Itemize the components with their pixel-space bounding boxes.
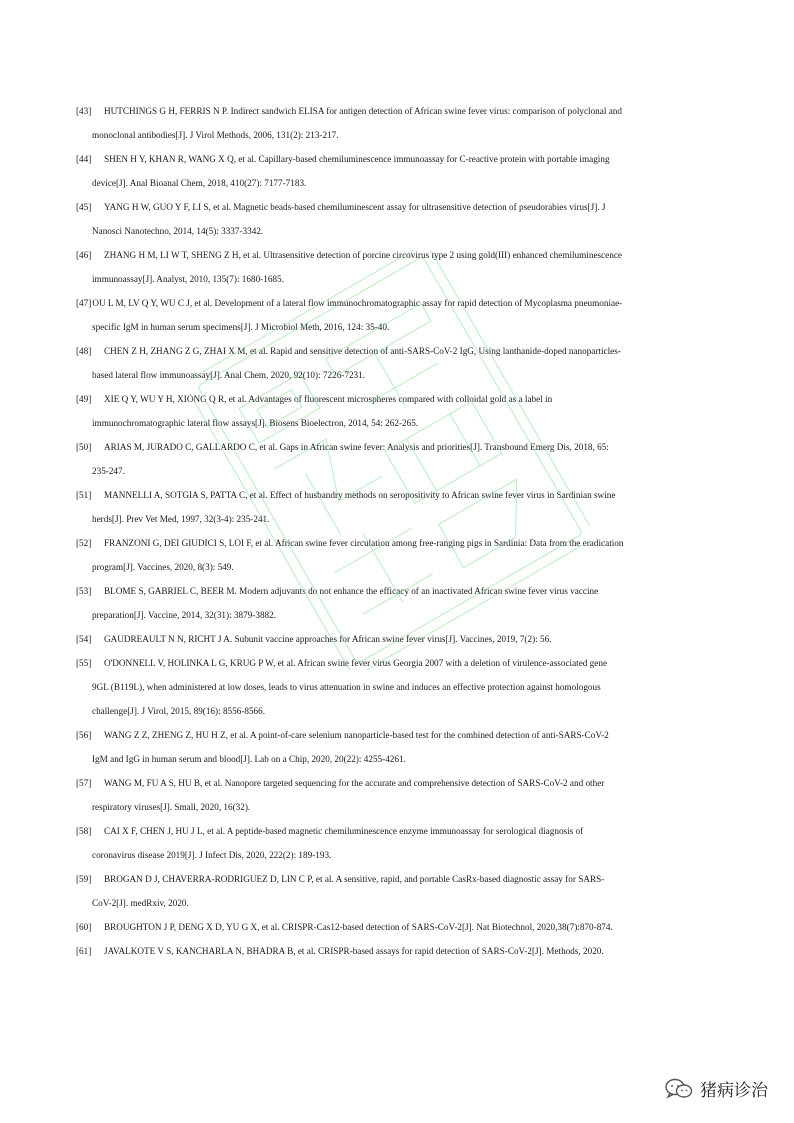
reference-item [76,867,700,915]
reference-number: [54] [76,634,92,644]
reference-text: WANG Z Z, ZHENG Z, HU H Z, et al. A point-of-care selenium nanoparticle-based test for the combined detection of anti-SARS-CoV-2 [104,730,609,740]
reference-item [76,819,700,867]
reference-text: BLOME S, GABRIEL C, BEER M. Modern adjuvants do not enhance the efficacy of an inactivated African swine fever virus vaccine [104,586,599,596]
reference-text: GAUDREAULT N N, RICHT J A. Subunit vaccine approaches for African swine fever virus[J]. Vaccines, 2019, 7(2): 56. [104,634,552,644]
reference-item [76,291,700,339]
reference-number: [56] [76,730,92,740]
reference-item [76,387,700,435]
reference-continuation-line: 235-247. [92,466,125,476]
reference-first-line [76,579,700,603]
reference-continuation-line: monoclonal antibodies[J]. J Virol Methods, 2006, 131(2): 213-217. [92,130,339,140]
reference-continuation-line: device[J]. Anal Bioanal Chem, 2018, 410(27): 7177-7183. [92,178,307,188]
footer-brand-label: 猪病诊治 [700,1081,768,1101]
reference-text: FRANZONI G, DEI GIUDICI S, LOI F, et al. African swine fever circulation among free-ranging pigs in Sardinia: Data from the eradication [104,538,624,548]
reference-continuation-line: immunoassay[J]. Analyst, 2010, 135(7): 1680-1685. [92,274,284,284]
reference-first-line [76,99,700,123]
reference-item [76,651,700,723]
reference-number: [60] [76,922,92,932]
reference-text: ARIAS M, JURADO C, GALLARDO C, et al. Gaps in African swine fever: Analysis and priorities[J]. Transbound Emerg Dis, 2018, 65: [104,442,609,452]
reference-first-line [76,435,700,459]
reference-continuation-line: immunochromatographic lateral flow assays[J]. Biosens Bioelectron, 2014, 54: 262-265. [92,418,419,428]
reference-first-line [76,483,700,507]
reference-text: XIE Q Y, WU Y H, XIONG Q R, et al. Advantages of fluorescent microspheres compared with colloidal gold as a label in [104,394,553,404]
reference-first-line [76,915,700,939]
reference-number: [50] [76,442,92,452]
reference-number: [52] [76,538,92,548]
reference-number: [47] [76,298,92,308]
reference-continuation-line: 9GL (B119L), when administered at low doses, leads to virus attenuation in swine and induces an effective protection against homologous [92,682,601,692]
reference-text: YANG H W, GUO Y F, LI S, et al. Magnetic beads-based chemiluminescent assay for ultrasensitive detection of pseudorabies virus[J]. J [104,202,606,212]
reference-list [76,99,700,963]
reference-first-line [76,195,700,219]
reference-text: SHEN H Y, KHAN R, WANG X Q, et al. Capillary-based chemiluminescence immunoassay for C-reactive protein with portable imaging [104,154,610,164]
reference-text: MANNELLI A, SOTGIA S, PATTA C, et al. Effect of husbandry methods on seropositivity to African swine fever virus in Sardinian swine [104,490,616,500]
reference-text: ZHANG H M, LI W T, SHENG Z H, et al. Ultrasensitive detection of porcine circovirus type 2 using gold(III) enhanced chemiluminescence [104,250,623,260]
reference-number: [43] [76,106,92,116]
reference-item [76,915,700,939]
reference-first-line [76,819,700,843]
reference-text: BROUGHTON J P, DENG X D, YU G X, et al. CRISPR-Cas12-based detection of SARS-CoV-2[J]. Nat Biotechnol, 2020,38(7):870-874. [104,922,613,932]
reference-continuation-line: respiratory viruses[J]. Small, 2020, 16(32). [92,802,251,812]
reference-number: [45] [76,202,92,212]
reference-number: [53] [76,586,92,596]
reference-number: [48] [76,346,92,356]
reference-continuation-line: preparation[J]. Vaccine, 2014, 32(31): 3879-3882. [92,610,277,620]
reference-number: [46] [76,250,92,260]
reference-continuation-line: based lateral flow immunoassay[J]. Anal Chem, 2020, 92(10): 7226-7231. [92,370,366,380]
reference-first-line [76,339,700,363]
reference-text: O'DONNELL V, HOLINKA L G, KRUG P W, et al. African swine fever virus Georgia 2007 with a deletion of virulence-associated gene [104,658,608,668]
reference-item [76,195,700,243]
reference-item [76,339,700,387]
reference-item [76,627,700,651]
reference-first-line [76,939,700,963]
reference-item [76,939,700,963]
reference-number: [61] [76,946,92,956]
reference-text: OU L M, LV Q Y, WU C J, et al. Development of a lateral flow immunochromatographic assay for rapid detection of Mycoplasma pneumoniae- [92,298,623,308]
reference-number: [44] [76,154,92,164]
reference-continuation-line: specific IgM in human serum specimens[J]. J Microbiol Meth, 2016, 124: 35-40. [92,322,390,332]
reference-continuation-line: coronavirus disease 2019[J]. J Infect Dis, 2020, 222(2): 189-193. [92,850,332,860]
footer-brand [664,1076,768,1101]
reference-first-line [76,387,700,411]
reference-text: HUTCHINGS G H, FERRIS N P. Indirect sandwich ELISA for antigen detection of African swine fever virus: comparison of polyclonal and [104,106,622,116]
reference-number: [59] [76,874,92,884]
reference-continuation-line: challenge[J]. J Virol, 2015, 89(16): 8556-8566. [92,706,266,716]
reference-continuation-line: Nanosci Nanotechno, 2014, 14(5): 3337-3342. [92,226,264,236]
reference-item [76,531,700,579]
reference-text: CAI X F, CHEN J, HU J L, et al. A peptide-based magnetic chemiluminescence enzyme immunoassay for serological diagnosis of [104,826,584,836]
reference-item [76,435,700,483]
reference-number: [49] [76,394,92,404]
reference-first-line [76,723,700,747]
reference-first-line [76,147,700,171]
reference-first-line [76,243,700,267]
reference-number: [51] [76,490,92,500]
reference-item [76,723,700,771]
reference-number: [58] [76,826,92,836]
reference-item [76,99,700,147]
reference-continuation-line: herds[J]. Prev Vet Med, 1997, 32(3-4): 235-241. [92,514,270,524]
reference-text: JAVALKOTE V S, KANCHARLA N, BHADRA B, et al. CRISPR-based assays for rapid detection of SARS-CoV-2[J]. Methods, 2020. [104,946,604,956]
reference-text: CHEN Z H, ZHANG Z G, ZHAI X M, et al. Rapid and sensitive detection of anti-SARS-CoV-2 IgG, Using lanthanide-doped nanoparticles- [104,346,621,356]
reference-first-line [76,291,700,315]
reference-number: [55] [76,658,92,668]
reference-item [76,579,700,627]
reference-continuation-line: IgM and IgG in human serum and blood[J]. Lab on a Chip, 2020, 20(22): 4255-4261. [92,754,406,764]
reference-continuation-line: CoV-2[J]. medRxiv, 2020. [92,898,189,908]
reference-item [76,147,700,195]
reference-first-line [76,771,700,795]
reference-item [76,483,700,531]
reference-text: WANG M, FU A S, HU B, et al. Nanopore targeted sequencing for the accurate and comprehensive detection of SARS-CoV-2 and other [104,778,605,788]
reference-text: BROGAN D J, CHAVERRA-RODRIGUEZ D, LIN C P, et al. A sensitive, rapid, and portable CasRx-based diagnostic assay for SARS- [104,874,605,884]
wechat-icon [664,1077,694,1101]
reference-continuation-line: program[J]. Vaccines, 2020, 8(3): 549. [92,562,234,572]
reference-first-line [76,627,700,651]
reference-first-line [76,651,700,675]
reference-item [76,243,700,291]
reference-item [76,771,700,819]
reference-number: [57] [76,778,92,788]
reference-first-line [76,867,700,891]
reference-first-line [76,531,700,555]
